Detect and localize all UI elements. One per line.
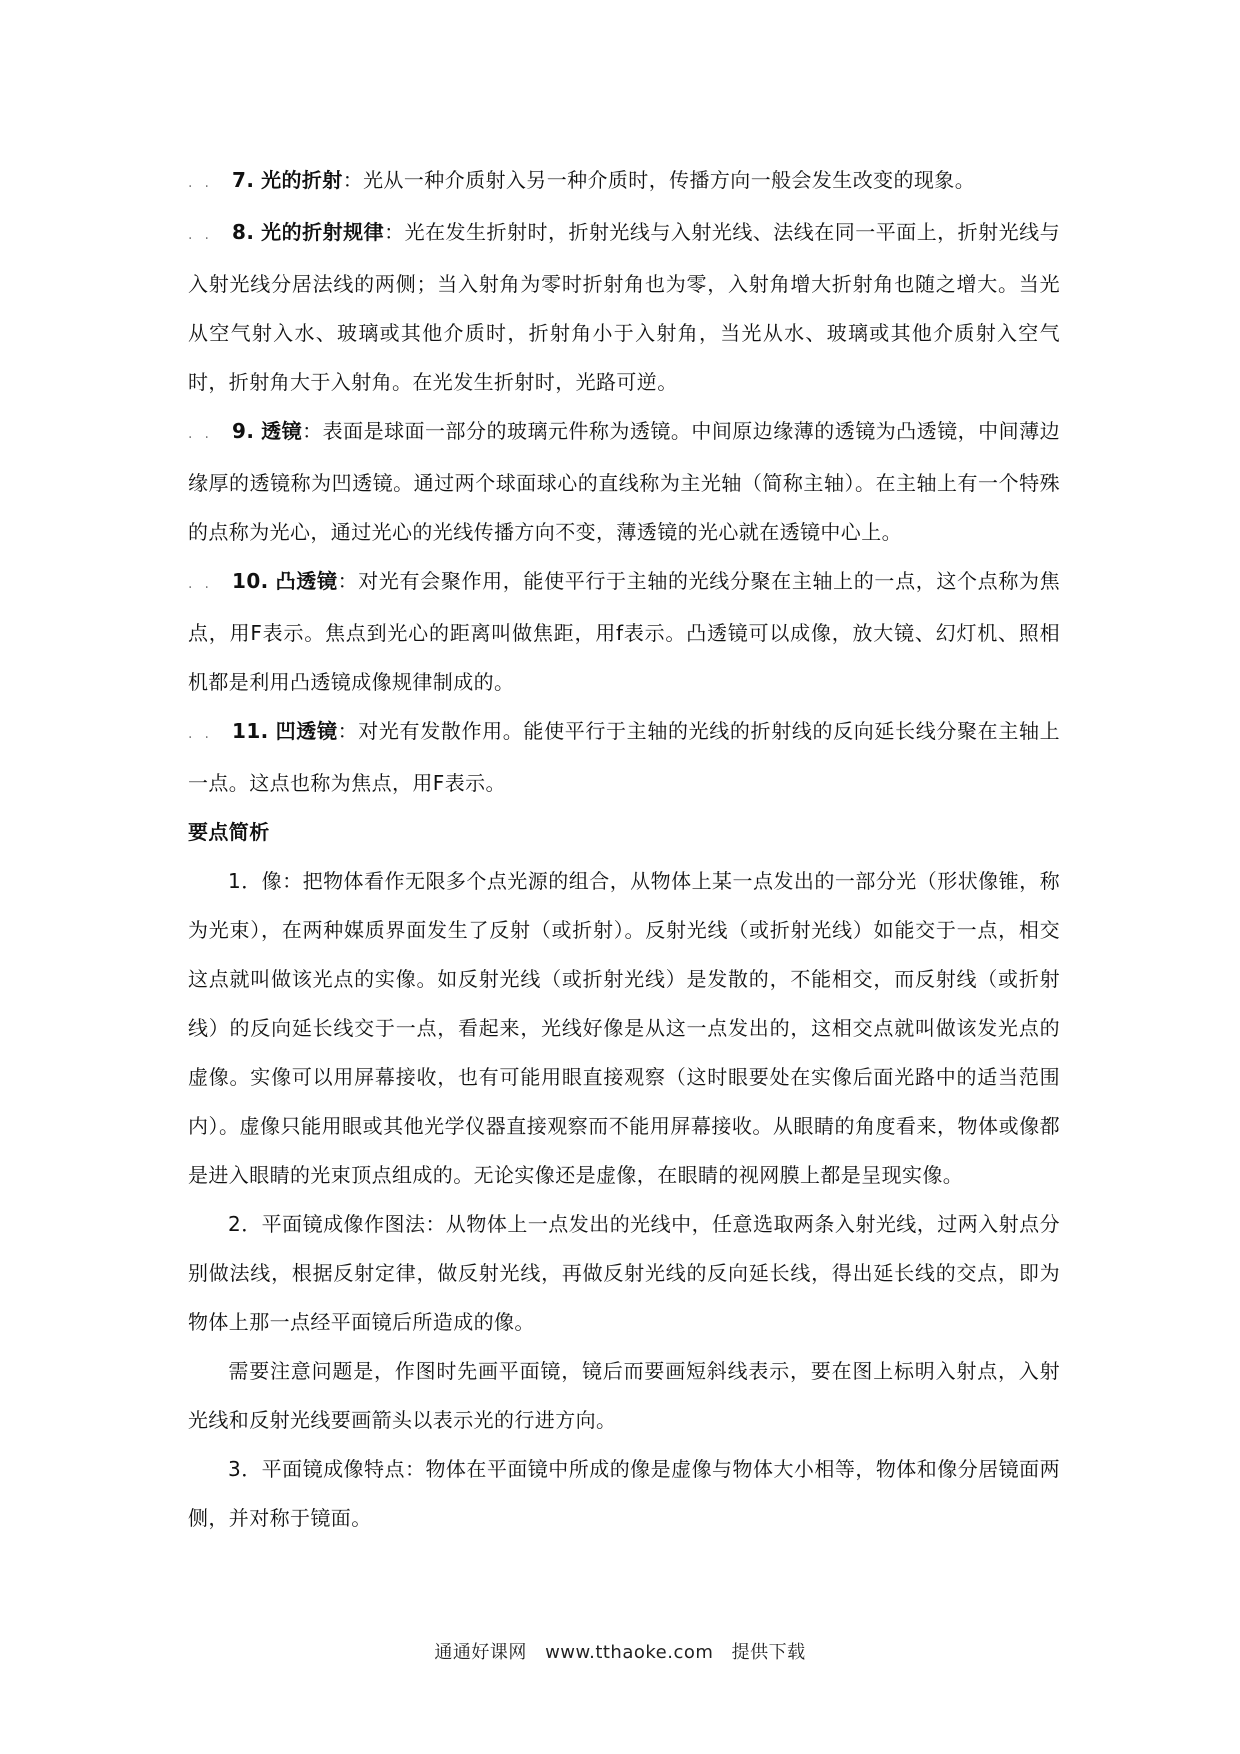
- item-number: 11.: [232, 719, 269, 743]
- bullet-marks: ..: [188, 426, 221, 442]
- item-term: 凹透镜: [275, 719, 338, 743]
- footer-url: www.tthaoke.com: [545, 1642, 714, 1663]
- item-lens: [188, 407, 1060, 557]
- page-footer: [0, 1638, 1240, 1664]
- analysis-text: 1．像：把物体看作无限多个点光源的组合，从物体上某一点发出的一部分光（形状像锥，称为光束），在两种媒质界面发生了反射（或折射）。反射光线（或折射光线）如能交于一点，相交这点就叫做该光点的实像。如反射光线（或折射光线）是发散的，不能相交，而反射线（或折射线）的反向延长线交于一点，看起来，光线好像是从这一点发出的，这相交点就叫做该发光点的虚像。实像可以用屏幕接收，也有可能用眼直接观察（这时眼要处在实像后面光路中的适当范围内）。虚像只能用眼或其他光学仪器直接观察而不能用屏幕接收。从眼睛的角度看来，物体或像都是进入眼睛的光束顶点组成的。无论实像还是虚像，在眼睛的视网膜上都是呈现实像。: [188, 869, 1060, 1187]
- item-number: 10.: [232, 569, 269, 593]
- item-term: 透镜: [261, 419, 303, 443]
- analysis-plane-mirror-features: [188, 1445, 1060, 1543]
- analysis-text: 需要注意问题是，作图时先画平面镜，镜后而要画短斜线表示，要在图上标明入射点，入射光线和反射光线要画箭头以表示光的行进方向。: [188, 1359, 1060, 1432]
- item-term: 光的折射规律: [261, 220, 385, 244]
- analysis-image: [188, 857, 1060, 1200]
- item-convex-lens: [188, 557, 1060, 707]
- bullet-marks: ..: [188, 576, 221, 592]
- document-body: [188, 156, 1060, 1543]
- bullet-marks: ..: [188, 175, 221, 191]
- item-number: 7.: [232, 168, 255, 192]
- analysis-plane-mirror-drawing: [188, 1200, 1060, 1347]
- item-number: 8.: [232, 220, 255, 244]
- item-term: 光的折射: [261, 168, 343, 192]
- item-refraction: [188, 156, 1060, 208]
- item-text: ：光从一种介质射入另一种介质时，传播方向一般会发生改变的现象。: [342, 168, 976, 192]
- bullet-marks: ..: [188, 726, 221, 742]
- analysis-drawing-notes: [188, 1347, 1060, 1445]
- footer-note: 提供下载: [731, 1642, 806, 1663]
- item-text: ：对光有发散作用。能使平行于主轴的光线的折射线的反向延长线分聚在主轴上一点。这点也称为焦点，用F表示。: [188, 719, 1061, 795]
- footer-site-name: 通通好课网: [434, 1642, 527, 1663]
- item-number: 9.: [232, 419, 255, 443]
- analysis-text: 2．平面镜成像作图法：从物体上一点发出的光线中，任意选取两条入射光线，过两入射点分别做法线，根据反射定律，做反射光线，再做反射光线的反向延长线，得出延长线的交点，即为物体上那一点经平面镜后所造成的像。: [188, 1212, 1060, 1334]
- item-term: 凸透镜: [275, 569, 338, 593]
- analysis-text: 3．平面镜成像特点：物体在平面镜中所成的像是虚像与物体大小相等，物体和像分居镜面两侧，并对称于镜面。: [188, 1457, 1060, 1530]
- item-text: ：对光有会聚作用，能使平行于主轴的光线分聚在主轴上的一点，这个点称为焦点，用F表示。焦点到光心的距离叫做焦距，用f表示。凸透镜可以成像，放大镜、幻灯机、照相机都是利用凸透镜成像规律制成的。: [188, 569, 1061, 694]
- bullet-marks: ..: [188, 227, 221, 243]
- section-title: 要点简析: [188, 820, 270, 844]
- item-text: ：表面是球面一部分的玻璃元件称为透镜。中间原边缘薄的透镜为凸透镜，中间薄边缘厚的透镜称为凹透镜。通过两个球面球心的直线称为主光轴（简称主轴）。在主轴上有一个特殊的点称为光心，通过光心的光线传播方向不变，薄透镜的光心就在透镜中心上。: [188, 419, 1060, 544]
- item-refraction-law: [188, 208, 1060, 407]
- item-concave-lens: [188, 707, 1060, 808]
- item-text: ：光在发生折射时，折射光线与入射光线、法线在同一平面上，折射光线与入射光线分居法线的两侧；当入射角为零时折射角也为零，入射角增大折射角也随之增大。当光从空气射入水、玻璃或其他介质时，折射角小于入射角，当光从水、玻璃或其他介质射入空气时，折射角大于入射角。在光发生折射时，光路可逆。: [188, 220, 1060, 394]
